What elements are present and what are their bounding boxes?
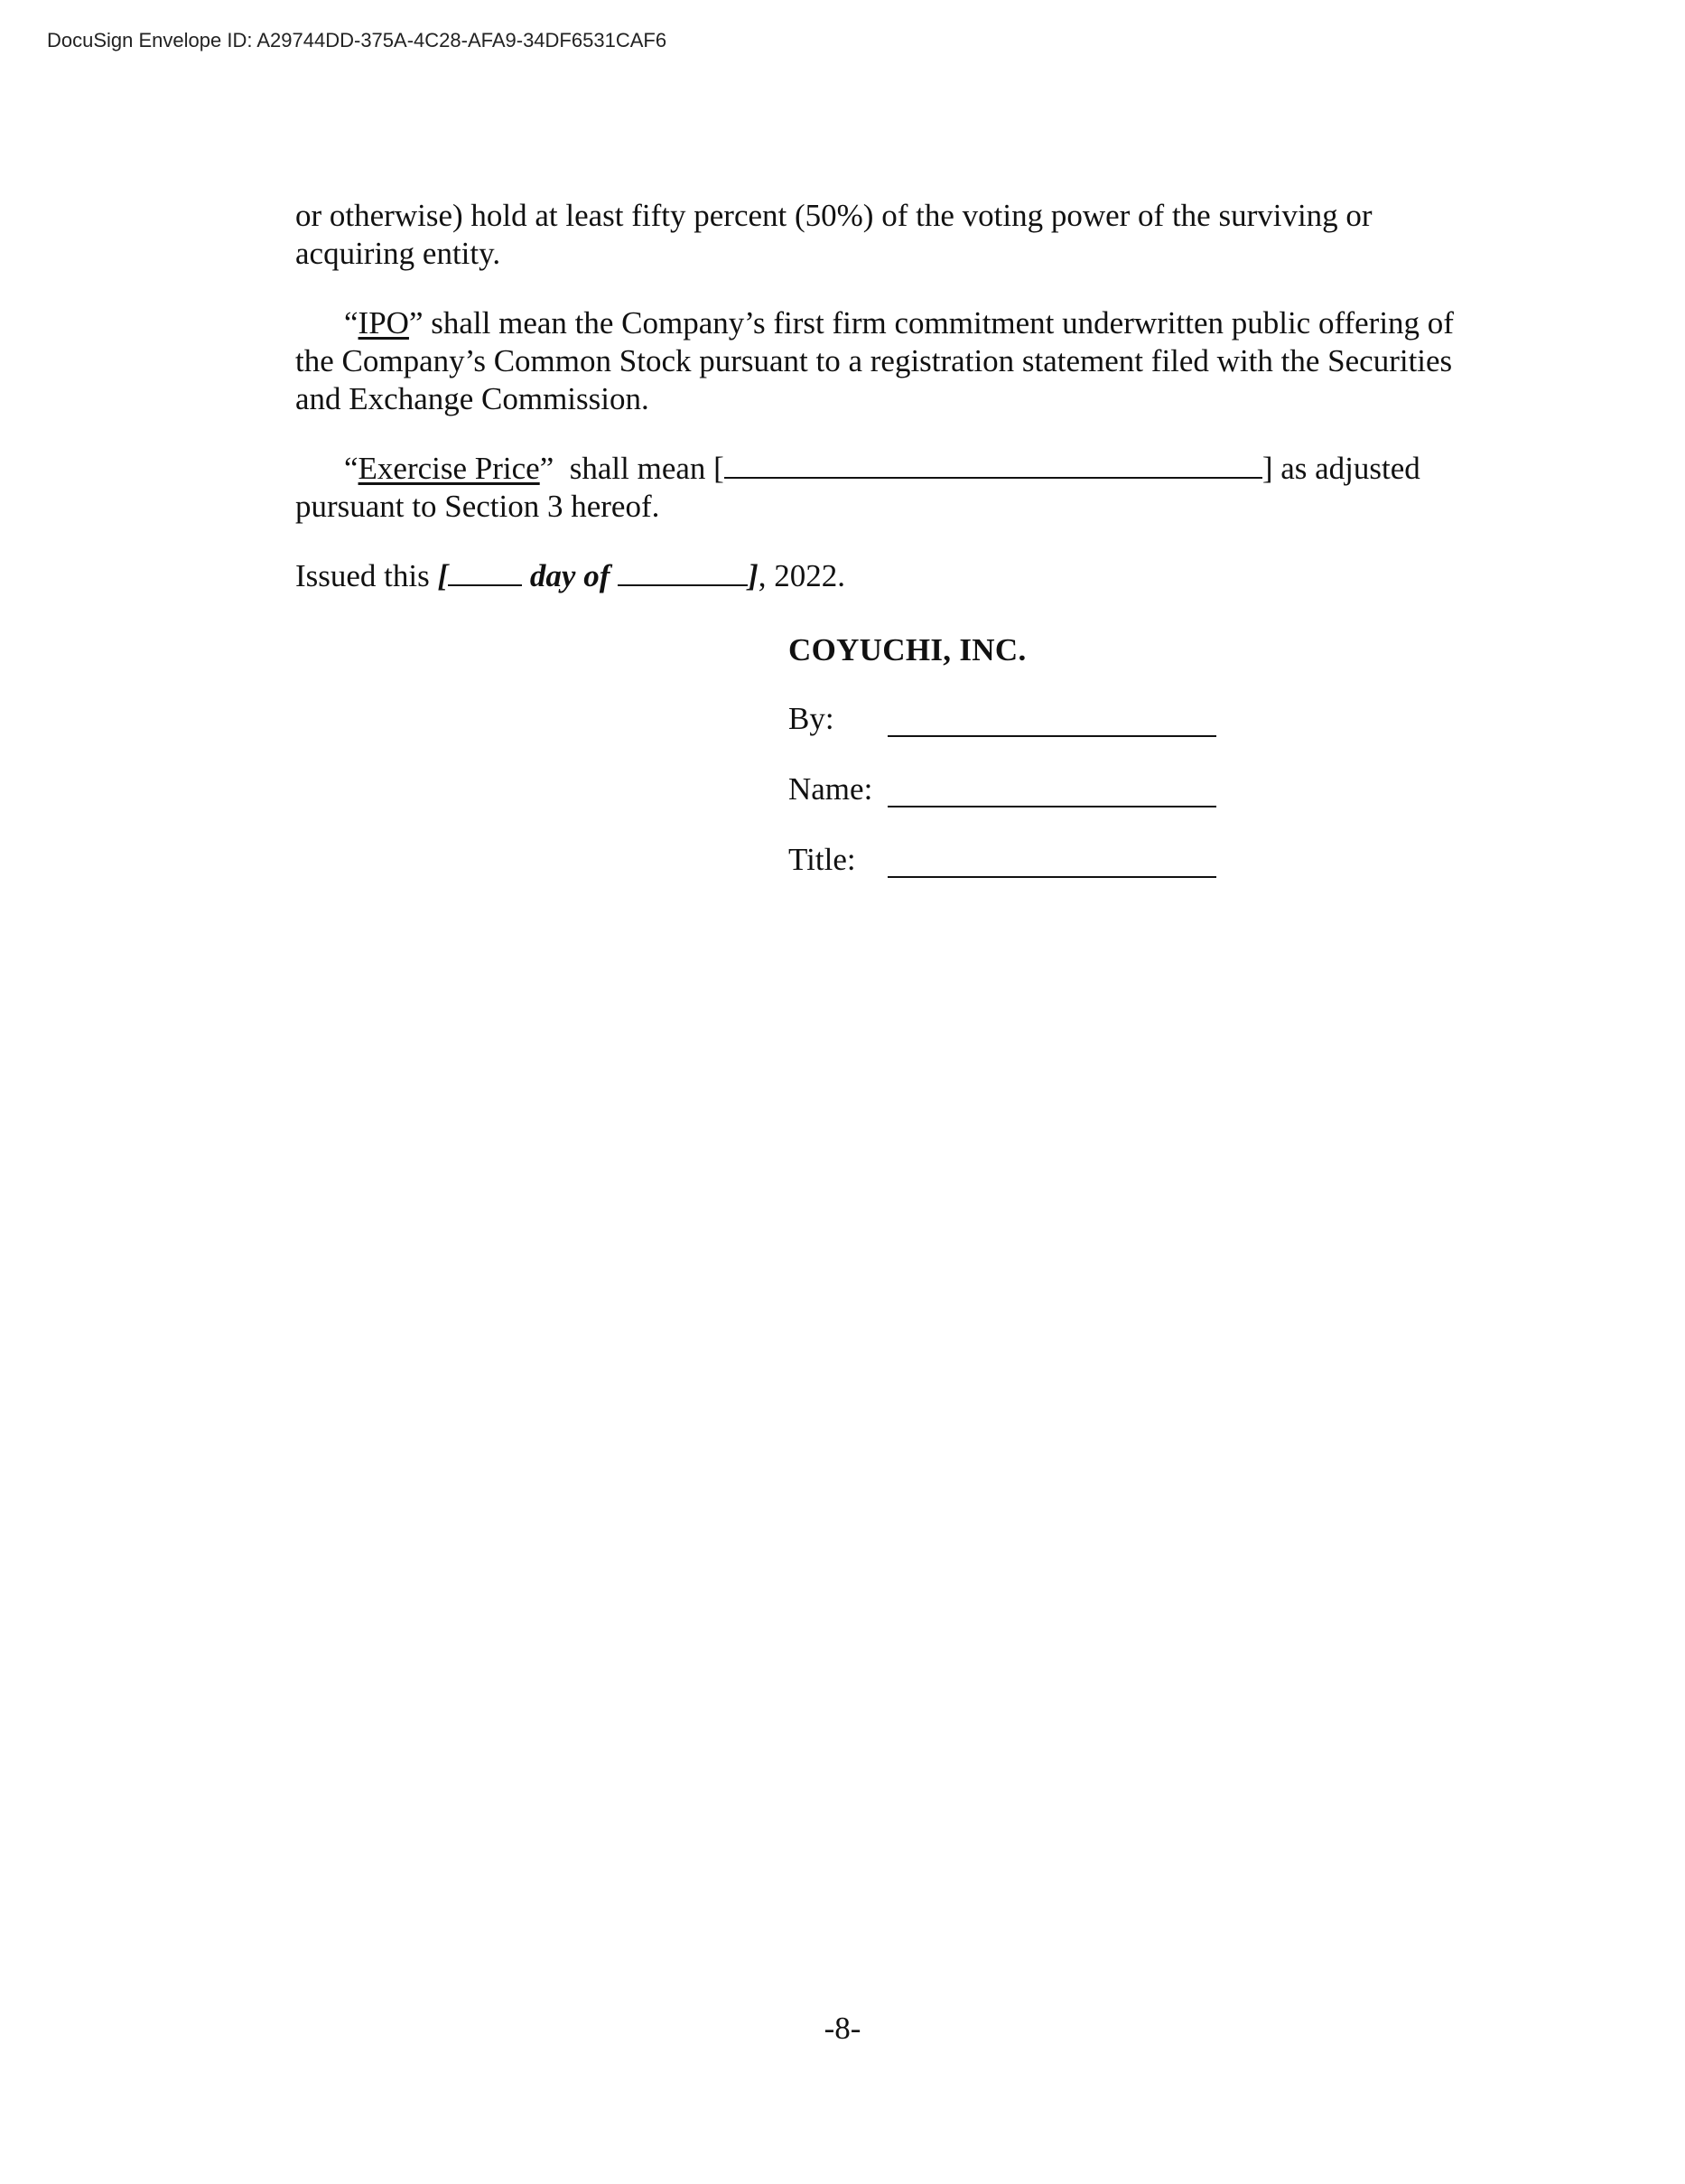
issued-bracket-open: [	[437, 558, 449, 593]
issued-month-blank	[618, 555, 748, 586]
issued-suffix: , 2022.	[758, 558, 846, 593]
name-label: Name:	[788, 771, 873, 807]
signature-title-row	[788, 842, 1330, 880]
exercise-text-after: ] as adjusted pursuant to Section 3 hereof.	[295, 451, 1420, 524]
docusign-envelope-id: DocuSign Envelope ID: A29744DD-375A-4C28-AFA9-34DF6531CAF6	[47, 29, 667, 51]
issued-bracket-close: ]	[748, 558, 759, 593]
ipo-open-quote: “	[344, 305, 358, 341]
issued-day-blank	[448, 555, 522, 586]
exercise-open-quote: “	[344, 451, 358, 486]
exercise-price-blank	[724, 448, 1262, 479]
ipo-close-quote: ”	[408, 305, 424, 341]
title-signature-line	[888, 876, 1216, 878]
exercise-price-term: Exercise Price	[358, 451, 540, 486]
ipo-term: IPO	[358, 305, 409, 341]
company-name: COYUCHI, INC.	[788, 632, 1027, 667]
by-signature-line	[888, 735, 1216, 737]
signature-by-row	[788, 701, 1330, 739]
paragraph-ipo-definition	[295, 304, 1487, 418]
by-label: By:	[788, 701, 834, 736]
issued-date-line	[295, 555, 1487, 595]
name-signature-line	[888, 806, 1216, 807]
title-label: Title:	[788, 842, 856, 877]
page-number: -8-	[824, 2011, 861, 2046]
signature-name-row	[788, 771, 1330, 809]
exercise-text-before: shall mean [	[554, 451, 724, 486]
paragraph-definition-continuation: or otherwise) hold at least fifty percent (50%) of the voting power of the surviving or acquiring entity.	[295, 198, 1373, 271]
ipo-definition-text: shall mean the Company’s first firm commitment underwritten public offering of the Company’s Common Stock pursuant to a registration statement filed with the Securities and Exchange Commission.	[295, 305, 1454, 416]
issued-prefix: Issued this	[295, 558, 438, 593]
issued-day-of: day of	[522, 558, 619, 593]
paragraph-exercise-price-definition	[295, 448, 1487, 526]
exercise-close-quote: ”	[539, 451, 554, 486]
